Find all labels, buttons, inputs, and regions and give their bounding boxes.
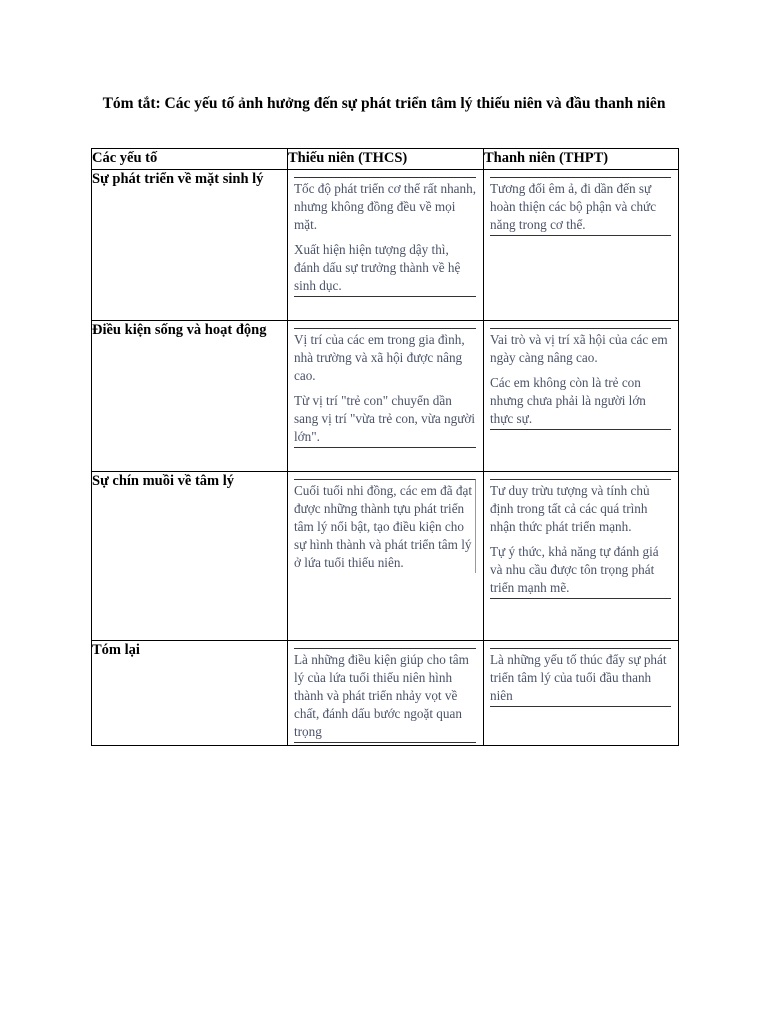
text-box [490,177,671,236]
summary-table [91,148,679,746]
header-factors: Các yếu tố [92,149,288,170]
factor-cell: Tóm lại [92,641,288,746]
text-box [294,648,476,743]
text-box [294,177,476,297]
cell-paragraph: Vị trí của các em trong gia đình, nhà trường và xã hội được nâng cao. [294,332,465,383]
table-row [92,321,679,472]
cell-paragraph: Từ vị trí "trẻ con" chuyển dần sang vị trí "vừa trẻ con, vừa người lớn". [294,393,476,444]
text-box [490,648,671,707]
thpt-cell [484,472,679,641]
document-title: Tóm tắt: Các yếu tố ảnh hưởng đến sự phát triển tâm lý thiếu niên và đầu thanh niên [102,95,666,112]
cell-paragraph: Xuất hiện hiện tượng dậy thì, đánh dấu sự trưởng thành về hệ sinh dục. [294,242,461,293]
thcs-cell [288,321,484,472]
text-box [294,479,476,573]
text-box [490,479,671,599]
text-box [490,328,671,430]
header-thpt: Thanh niên (THPT) [484,149,679,170]
table-row [92,170,679,321]
cell-paragraph: Tư duy trừu tượng và tính chủ định trong tất cả các quá trình nhận thức phát triển mạnh. [490,483,650,534]
text-box [294,328,476,448]
factor-cell: Sự phát triển về mặt sinh lý [92,170,288,321]
thcs-cell [288,472,484,641]
table-header-row [92,149,679,170]
cell-paragraph: Các em không còn là trẻ con nhưng chưa phải là người lớn thực sự. [490,375,646,426]
thpt-cell [484,170,679,321]
cell-paragraph: Tự ý thức, khả năng tự đánh giá và nhu cầu được tôn trọng phát triển mạnh mẽ. [490,544,659,595]
thpt-cell [484,641,679,746]
table-row [92,472,679,641]
factor-cell: Sự chín muồi về tâm lý [92,472,288,641]
thcs-cell [288,641,484,746]
factor-cell: Điều kiện sống và hoạt động [92,321,288,472]
cell-paragraph: Tốc độ phát triển cơ thể rất nhanh, nhưng không đồng đều về mọi mặt. [294,181,477,232]
cell-paragraph: Tương đối êm ả, đi dần đến sự hoàn thiện các bộ phận và chức năng trong cơ thể. [490,181,657,232]
table-row [92,641,679,746]
cell-paragraph: Là những điều kiện giúp cho tâm lý của lứa tuổi thiếu niên hình thành và phát triển nhảy vọt về chất, đánh dấu bước ngoặt quan trọng [294,652,469,739]
header-thcs: Thiếu niên (THCS) [288,149,484,170]
cell-paragraph: Vai trò và vị trí xã hội của các em ngày càng nâng cao. [490,332,668,365]
thcs-cell [288,170,484,321]
cell-paragraph: Cuối tuổi nhi đồng, các em đã đạt được những thành tựu phát triển tâm lý nổi bật, tạo điều kiện cho sự hình thành và phát triển tâm lý ở lứa tuổi thiếu niên. [294,483,472,570]
cell-paragraph: Là những yếu tố thúc đẩy sự phát triển tâm lý của tuổi đầu thanh niên [490,652,667,703]
thpt-cell [484,321,679,472]
